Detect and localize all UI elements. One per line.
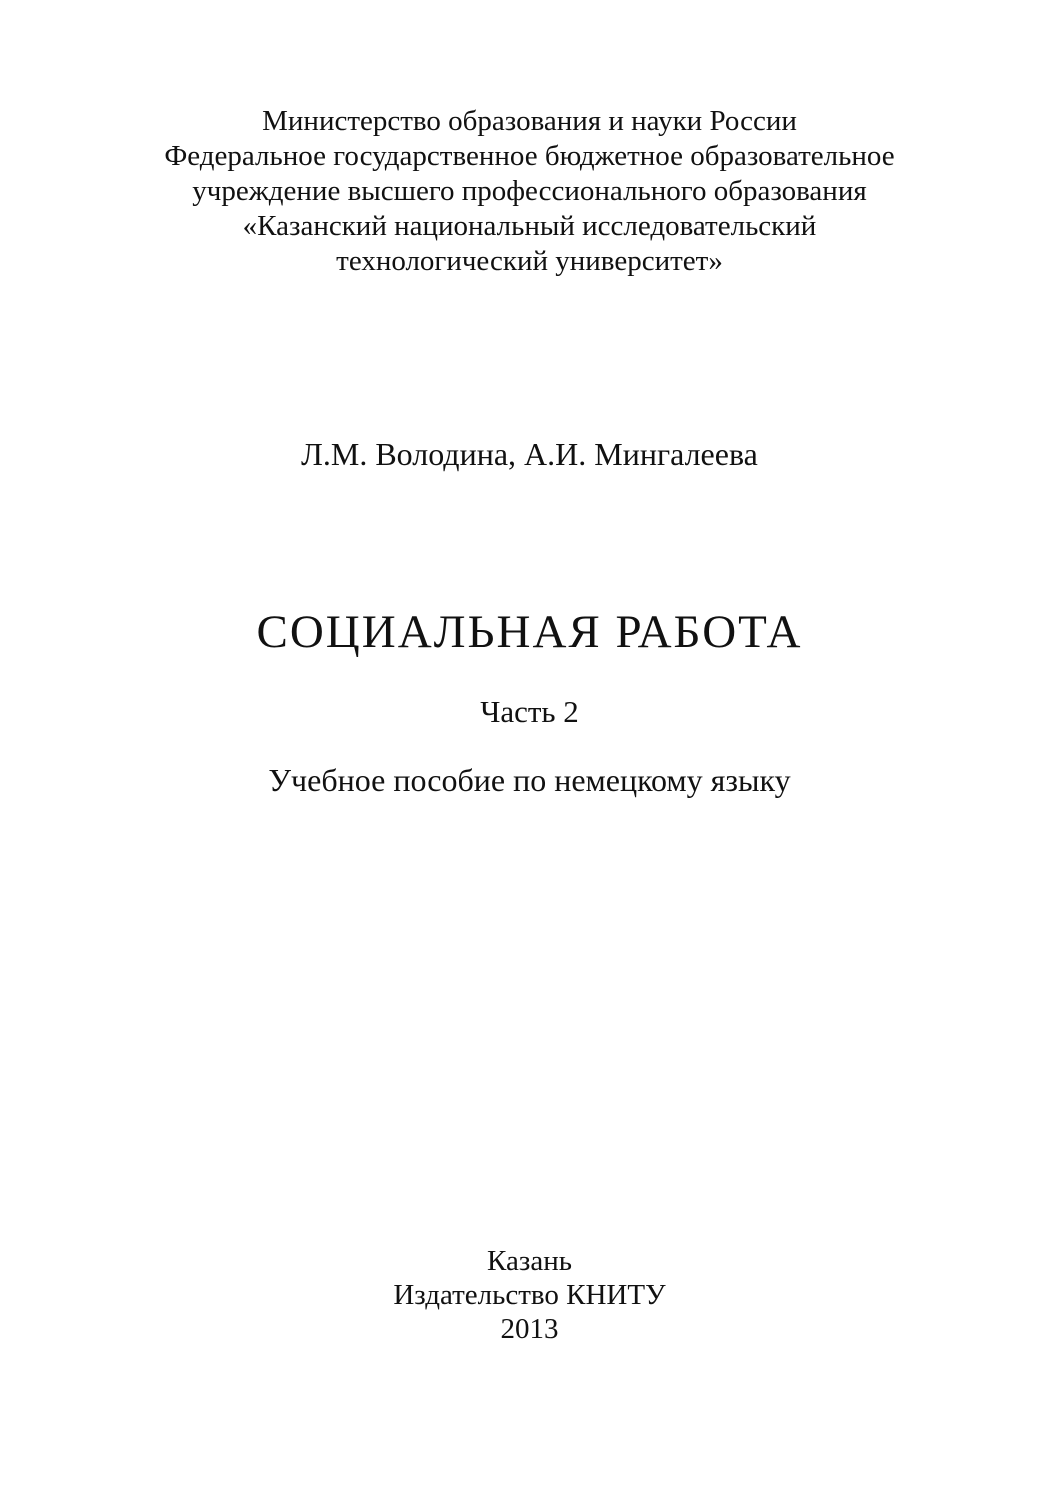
- institution-line: Федеральное государственное бюджетное образовательное: [164, 140, 895, 172]
- institution-line: технологический университет»: [336, 245, 723, 277]
- part-number: Часть 2: [480, 694, 579, 729]
- book-title: СОЦИАЛЬНАЯ РАБОТА: [256, 606, 803, 658]
- imprint-publisher: Издательство КНИТУ: [393, 1279, 666, 1311]
- imprint-year: 2013: [500, 1313, 559, 1345]
- book-subtitle: Учебное пособие по немецкому языку: [268, 762, 791, 798]
- institution-line: учреждение высшего профессионального образования: [192, 175, 867, 207]
- imprint: [0, 1244, 1059, 1346]
- imprint-city: Казань: [487, 1245, 572, 1277]
- institution-header: [0, 104, 1059, 279]
- institution-line: Министерство образования и науки России: [262, 105, 797, 137]
- institution-line: «Казанский национальный исследовательский: [242, 210, 817, 242]
- authors: Л.М. Володина, А.И. Мингалеева: [301, 436, 758, 472]
